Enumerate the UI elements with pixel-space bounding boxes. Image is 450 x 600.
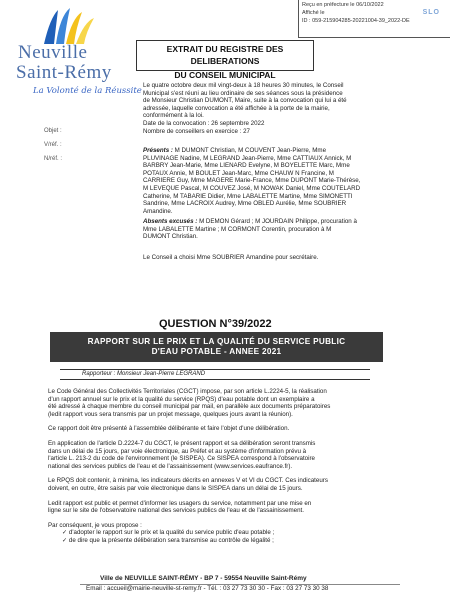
councillor-count: Nombre de conseillers en exercice : 27 [143,127,250,135]
absents-label: Absents excusés : [143,218,198,225]
intro-line: conformément à la loi. [143,112,204,120]
body-text [48,388,393,545]
body-paragraph-5 [48,500,393,515]
stamp-line: Affiché le [302,10,325,16]
presents-line: CARRIERE Guy, Mme MAGERE Marie-France, Mme DUPONT Marie-Thérèse, [143,177,361,185]
proposal-bullet: ✓ de dire que la présente délibération sera transmise au contrôle de légalité ; [62,536,274,544]
rapporteur-bar [60,369,370,380]
presents-section [143,147,365,215]
intro-line: Le quatre octobre deux mil vingt-deux à 18 heures 30 minutes, le Conseil [143,82,344,89]
absents-line: DUMONT Christian. [143,233,198,241]
body-line: dans un délai de 15 jours, par voie électronique, au Préfet et au système d'information prévu à [48,447,307,455]
body-paragraph-4 [48,477,393,492]
body-line: (ledit rapport vous sera transmis par un projet message, quelques jours avant la réunion). [48,410,293,418]
body-line: national des services publics de l'eau et de l'assainissement (www.services.eaufrance.fr). [48,462,293,470]
stamp-logo-text: SLO [422,9,440,16]
margin-label-vref: V/réf. : [44,142,62,148]
bullet-text: d'adopter le rapport sur le prix et la qualité du service public d'eau potable ; [68,529,275,537]
intro-paragraph [143,82,365,135]
body-paragraph-6: Par conséquent, je vous propose : [48,521,142,529]
banner-line1: RAPPORT SUR LE PRIX ET LA QUALITÉ DU SERVICE PUBLIC [87,337,346,346]
body-line: doivent, en outre, être saisis par voie électronique dans le SISPEA dans un délai de 15 jours. [48,484,303,492]
body-line: Ledit rapport est public et permet d'informer les usagers du service, notamment par une mise en [48,499,312,507]
absents-line: M DEMON Gérard ; M JOURDAIN Philippe, procuration à [197,218,357,225]
body-paragraph-3 [48,440,393,470]
body-line: d'un rapport annuel sur le prix et la qualité du service (RPQS) d'eau potable dont un exemplaire a [48,395,315,403]
presents-line: M DUMONT Christian, M COUVENT Jean-Pierre, Mme [172,147,327,154]
banner-line2: D'EAU POTABLE - ANNEE 2021 [151,347,282,356]
footer-contact: Email : accueil@mairie-neuville-st-remy.fr - Tél. : 03 27 73 30 30 - Fax : 03 27 73 30 38 [86,585,329,592]
body-paragraph-2 [48,425,393,433]
absents-line: Mme LABALETTE Martine ; M CORMONT Corentin, procuration à M [143,225,332,233]
intro-line: de Monsieur Christian DUMONT, Maire, suite à la convocation qui lui a été [143,97,347,105]
presents-line: PLUVINAGE Nadine, M LEGRAND Jean-Pierre, Mme CATTIAUX Annick, M [143,154,352,162]
document-title-box [136,40,314,80]
presents-line: Catherine, M TABARIE Didier, Mme LABALETTE Martine, Mme SIMONETTI [143,192,353,200]
intro-line: Municipal s'est réuni au lieu ordinaire de ses séances sous la présidence [143,89,343,97]
logo-tagline: La Volonté de la Réussite [33,86,142,96]
document-title-line2: DU CONSEIL MUNICIPAL [174,70,276,80]
document-title-line1: EXTRAIT DU REGISTRE DES DELIBERATIONS [166,44,284,66]
body-line: En application de l'article D.2224-7 du CGCT, le présent rapport et sa délibération seront transmis [48,439,316,447]
absents-section [143,218,365,241]
body-line: ligne sur le site de l'observatoire national des services publics de l'eau et de l'assainissement. [48,507,304,515]
presents-label: Présents : [143,147,173,154]
prefecture-stamp [298,0,450,38]
logo-name-line1: Neuville [18,42,88,63]
margin-label-objet: Objet : [44,128,62,134]
body-paragraph-1 [48,388,393,418]
body-line: Le RPQS doit contenir, à minima, les indicateurs décrits en annexes V et VI du CGCT. Ces indicateurs [48,477,328,485]
presents-line: M LEVEQUE Pascal, M COUVEZ José, M NOWAK Daniel, Mme COUTELARD [143,184,361,192]
question-number: QUESTION N°39/2022 [159,318,272,330]
body-line: l'article L. 213-2 du code de l'environnement (le SISPEA). Ce SISPEA correspond à l'observatoire [48,455,315,463]
secretary-line: Le Conseil a choisi Mme SOUBRIER Amandine pour secrétaire. [143,254,319,261]
report-title-banner [50,332,383,362]
body-line: Ce rapport doit être présenté à l'assemblée délibérante et faire l'objet d'une délibération. [48,425,290,433]
body-line: été adressé à chaque membre du conseil municipal par mail, en parallèle aux documents préparatoires [48,403,331,411]
presents-line: POTAUX Annie, M BOULET Jean-Marc, Mme CHAUW N Francine, M [143,169,334,177]
margin-label-nref: N/réf. : [44,156,63,162]
convocation-date: Date de la convocation : 26 septembre 2022 [143,119,265,127]
presents-line: BARBRY Jean-Marie, Mme LIENARD Evelyne, M BOYELETTE Marc, Mme [143,162,350,170]
proposal-bullet: ✓ d'adopter le rapport sur le prix et la qualité du service public d'eau potable ; [62,529,275,537]
presents-line: Amandine. [143,207,173,215]
logo-name-line2: Saint-Rémy [16,62,112,83]
body-line: Le Code Général des Collectivités Territoriales (CGCT) impose, par son article L.2224-5, la réalisation [48,388,327,395]
stamp-line: ID : 059-215904285-20221004-39_2022-DE [302,18,410,24]
presents-line: Sandrine, Mme LACROIX Audrey, Mme OBLED Aurélie, Mme SOUBRIER [143,200,347,208]
footer-address: Ville de NEUVILLE SAINT-RÉMY - BP 7 - 59554 Neuville Saint-Rémy [100,575,307,582]
rapporteur-text: Rapporteur : Monsieur Jean-Pierre LEGRAND [82,371,206,377]
stamp-line: Reçu en préfecture le 06/10/2022 [302,2,384,8]
intro-line: adressée, laquelle convocation a été affichée à la porte de la mairie, [143,104,330,112]
bullet-text: de dire que la présente délibération sera transmise au contrôle de légalité ; [68,536,274,544]
